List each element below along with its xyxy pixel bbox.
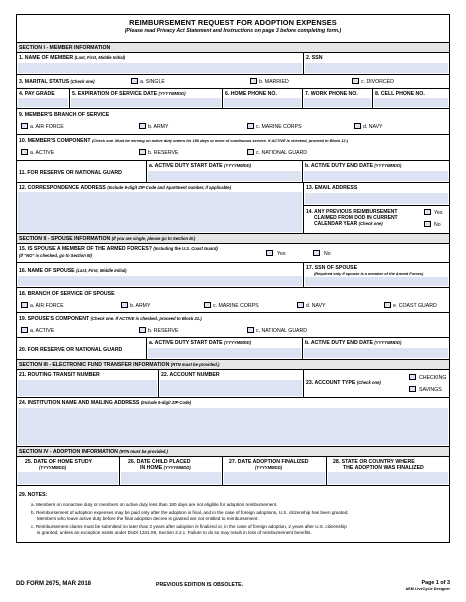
row-member-duty-dates — [17, 161, 449, 183]
spouse-ssn-label: 17. SSN OF SPOUSE — [306, 265, 358, 271]
section-3-header — [17, 360, 449, 370]
row-notes — [17, 486, 449, 543]
adoption-state-label-2: THE ADOPTION WAS FINALIZED — [343, 465, 424, 471]
member-start-date-cell — [147, 161, 303, 182]
spouse-reserve-label: b. RESERVE — [148, 328, 179, 334]
address-field[interactable] — [18, 192, 302, 232]
pay-grade-cell — [17, 89, 70, 108]
single-option-label: a. SINGLE — [140, 79, 165, 85]
member-branch-label: 9. MEMBER'S BRANCH OF SERVICE — [19, 112, 110, 118]
member-marine-corps-checkbox[interactable] — [247, 123, 254, 129]
section-2-hint: (If you are single, please go to Section III.) — [111, 236, 196, 241]
member-end-date-cell — [303, 161, 449, 182]
note-a: a. Members on nonactive duty or members on active duty less than 180 days are not eligible for adoption reimbursement. — [31, 502, 278, 507]
work-phone-cell — [303, 89, 373, 108]
member-reserve-label: b. RESERVE — [148, 150, 179, 156]
spouse-end-date-hint: (YYYYMMDD) — [374, 340, 402, 345]
spouse-ssn-field[interactable] — [305, 277, 448, 286]
member-navy-label: d. NAVY — [363, 124, 383, 130]
child-placed-label-2: IN HOME — [140, 465, 163, 471]
home-phone-field[interactable] — [224, 98, 301, 107]
member-national-guard-checkbox[interactable] — [247, 149, 254, 155]
footer-previous-edition: PREVIOUS EDITION IS OBSOLETE. — [156, 582, 244, 588]
row-spouse-duty-dates — [17, 338, 449, 360]
member-reserve-guard-cell — [17, 161, 147, 182]
row-member-branch — [17, 109, 449, 135]
adoption-finalized-field[interactable] — [224, 472, 325, 484]
spouse-air-force-checkbox[interactable] — [21, 302, 28, 308]
note-b-cont: Members who leave active duty before the final adoption decree is granted are not entitled to reimbursement. — [37, 516, 259, 521]
email-prev-cell — [304, 183, 449, 233]
notes-label: 29. NOTES: — [19, 492, 48, 498]
routing-number-cell — [17, 370, 159, 397]
home-study-cell — [17, 457, 120, 485]
spouse-member-label: 15. IS SPOUSE A MEMBER OF THE ARMED FORCES? — [19, 246, 152, 252]
row-member-component — [17, 135, 449, 161]
savings-checkbox[interactable] — [409, 386, 416, 392]
member-name-hint: (Last, First, Middle Initial) — [74, 55, 126, 60]
spouse-end-date-field[interactable] — [304, 348, 448, 358]
email-field[interactable] — [305, 193, 448, 204]
spouse-member-hint: (Including the U.S. Coast Guard) — [153, 246, 218, 251]
address-label: 12. CORRESPONDENCE ADDRESS — [19, 185, 106, 191]
child-placed-field[interactable] — [121, 472, 221, 484]
prev-no-label: No — [434, 222, 441, 228]
row-spouse-name-ssn — [17, 263, 449, 288]
spouse-yes-label: Yes — [277, 251, 286, 257]
prev-yes-label: Yes — [434, 210, 443, 216]
row-spouse-component — [17, 313, 449, 338]
section-4-header — [17, 447, 449, 457]
expiration-date-cell — [70, 89, 223, 108]
row-spouse-member — [17, 244, 449, 263]
checking-label: CHECKING — [419, 375, 447, 381]
address-hint: (Include 9-digit ZIP Code and Apartment number, if applicable) — [107, 185, 232, 190]
divorced-option-label: c. DIVORCED — [361, 79, 394, 85]
spouse-start-date-field[interactable] — [148, 348, 301, 358]
married-option-label: b. MARRIED — [259, 79, 289, 85]
spouse-active-label: a. ACTIVE — [30, 328, 55, 334]
routing-number-field[interactable] — [18, 380, 157, 396]
spouse-coast-guard-checkbox[interactable] — [384, 302, 391, 308]
footer-form-number: DD FORM 2675, MAR 2018 — [16, 581, 92, 587]
spouse-reserve-guard-cell — [17, 338, 147, 359]
spouse-name-hint: (Last, First, Middle Initial) — [76, 268, 127, 273]
ssn-field[interactable] — [305, 63, 448, 73]
prev-reimbursement-hint: (Check one) — [358, 221, 383, 226]
marital-status-label: 3. MARITAL STATUS — [19, 79, 70, 85]
address-cell — [17, 183, 304, 233]
spouse-marine-corps-checkbox[interactable] — [204, 302, 211, 308]
adoption-finalized-label: 27. DATE ADOPTION FINALIZED — [229, 459, 309, 465]
spouse-name-label: 16. NAME OF SPOUSE — [19, 268, 75, 274]
member-start-date-hint: (YYYYMMDD) — [224, 163, 252, 168]
member-end-date-hint: (YYYYMMDD) — [374, 163, 402, 168]
spouse-start-date-label: a. ACTIVE DUTY START DATE — [149, 340, 223, 346]
adoption-state-label: 28. STATE OR COUNTRY WHERE — [333, 459, 415, 465]
row-adoption-dates — [17, 457, 449, 486]
member-army-checkbox[interactable] — [139, 123, 146, 129]
checking-checkbox[interactable] — [409, 374, 416, 380]
form-subtitle: (Please read Privacy Act Statement and Instructions on page 3 before completing form.) — [124, 28, 342, 34]
section-2-title: SECTION II - SPOUSE INFORMATION — [19, 236, 111, 242]
spouse-component-label: 19. SPOUSE'S COMPONENT — [19, 316, 90, 322]
spouse-name-cell — [17, 263, 304, 287]
cell-phone-cell — [373, 89, 449, 108]
row-institution — [17, 398, 449, 447]
spouse-start-date-cell — [147, 338, 303, 359]
account-type-label: 23. ACCOUNT TYPE — [306, 380, 356, 386]
routing-number-label: 21. ROUTING TRANSIT NUMBER — [19, 372, 100, 378]
prev-reimbursement-label: 14. ANY PREVIOUS REIMBURSEMENT — [306, 209, 398, 215]
expiration-date-hint: (YYYYMMDD) — [158, 91, 186, 96]
adoption-finalized-cell — [223, 457, 327, 485]
spouse-reserve-guard-label: 20. FOR RESERVE OR NATIONAL GUARD — [19, 347, 123, 353]
spouse-end-date-label: b. ACTIVE DUTY END DATE — [305, 340, 373, 346]
spouse-no-checkbox[interactable] — [313, 250, 320, 256]
spouse-active-checkbox[interactable] — [21, 327, 28, 333]
single-checkbox[interactable] — [131, 78, 138, 84]
member-name-label: 1. NAME OF MEMBER — [19, 55, 74, 61]
row-bank-account — [17, 370, 449, 398]
child-placed-label: 26. DATE CHILD PLACED — [128, 459, 191, 465]
section-3-title: SECTION III - ELECTRONIC FUND TRANSFER INFORMATION — [19, 362, 170, 368]
form-header — [16, 14, 450, 43]
spouse-name-field[interactable] — [18, 276, 302, 286]
spouse-air-force-label: a. AIR FORCE — [30, 303, 64, 309]
spouse-coast-guard-label: e. COAST GUARD — [393, 303, 437, 309]
expiration-date-label: 5. EXPIRATION OF SERVICE DATE — [72, 91, 158, 97]
footer-designer: AEM LiveCycle Designer — [405, 587, 450, 591]
home-study-field[interactable] — [18, 472, 118, 484]
note-b: b. Reimbursement of adoption expenses may be paid only after the adoption is final, and in the case of foreign adoptions, U.S. citizenship has been granted. — [31, 510, 349, 515]
child-placed-cell — [120, 457, 223, 485]
spouse-member-hint-2: (If "NO" is checked, go to Section III) — [19, 253, 92, 258]
member-start-date-field[interactable] — [148, 171, 301, 181]
spouse-start-date-hint: (YYYYMMDD) — [224, 340, 252, 345]
institution-label: 24. INSTITUTION NAME AND MAILING ADDRESS — [19, 400, 140, 406]
note-c-cont: is granted, unless an exception exists under DoDI 1341.09, Section 3.2.c. Failure to do so may result in loss of reimbursement benefits. — [37, 530, 312, 535]
institution-field[interactable] — [18, 408, 448, 445]
home-phone-cell — [223, 89, 303, 108]
spouse-ssn-cell — [304, 263, 449, 287]
work-phone-label: 7. WORK PHONE NO. — [305, 91, 358, 97]
member-active-label: a. ACTIVE — [30, 150, 55, 156]
marital-status-hint: (Check one) — [70, 79, 95, 84]
adoption-state-field[interactable] — [328, 472, 448, 484]
footer-page-number: Page 1 of 3 — [421, 580, 450, 586]
spouse-ssn-hint: (Required only if spouse is a member of the Armed Forces) — [314, 271, 424, 276]
adoption-finalized-hint: (YYYYMMDD) — [255, 465, 282, 470]
form-title: REIMBURSEMENT REQUEST FOR ADOPTION EXPENSES — [129, 18, 337, 27]
section-1-title: SECTION I - MEMBER INFORMATION — [19, 45, 111, 51]
row-pay-contact — [17, 89, 449, 109]
email-cell — [304, 183, 449, 206]
section-2-header — [17, 234, 449, 244]
prev-yes-checkbox[interactable] — [424, 209, 431, 215]
member-air-force-label: a. AIR FORCE — [30, 124, 64, 130]
divorced-checkbox[interactable] — [352, 78, 359, 84]
member-reserve-checkbox[interactable] — [139, 149, 146, 155]
account-type-cell — [304, 370, 449, 397]
home-study-hint: (YYYYMMDD) — [39, 465, 66, 470]
member-start-date-label: a. ACTIVE DUTY START DATE — [149, 163, 223, 169]
spouse-marine-corps-label: c. MARINE CORPS — [213, 303, 259, 309]
spouse-yes-checkbox[interactable] — [266, 250, 273, 256]
ssn-label: 2. SSN — [306, 55, 323, 61]
spouse-navy-label: d. NAVY — [306, 303, 326, 309]
spouse-component-hint: (Check one. If ACTIVE is checked, proceed to Block 21.) — [90, 316, 202, 321]
member-reserve-guard-label: 11. FOR RESERVE OR NATIONAL GUARD — [19, 170, 122, 176]
member-national-guard-label: c. NATIONAL GUARD — [256, 150, 308, 156]
row-spouse-branch — [17, 288, 449, 313]
child-placed-hint: (YYYYMMDD) — [163, 465, 191, 470]
pay-grade-field[interactable] — [18, 98, 68, 107]
account-number-cell — [159, 370, 304, 397]
cell-phone-field[interactable] — [374, 98, 448, 107]
spouse-army-checkbox[interactable] — [121, 302, 128, 308]
spouse-reserve-checkbox[interactable] — [139, 327, 146, 333]
account-number-field[interactable] — [160, 380, 302, 396]
member-end-date-field[interactable] — [304, 171, 448, 181]
home-phone-label: 6. HOME PHONE NO. — [225, 91, 277, 97]
row-name-ssn — [17, 53, 449, 75]
prev-reimbursement-label-2: CLAIMED FROM DOD IN CURRENT — [314, 215, 398, 221]
member-air-force-checkbox[interactable] — [21, 123, 28, 129]
spouse-national-guard-checkbox[interactable] — [247, 327, 254, 333]
spouse-army-label: b. ARMY — [130, 303, 151, 309]
member-end-date-label: b. ACTIVE DUTY END DATE — [305, 163, 373, 169]
spouse-branch-label: 18. BRANCH OF SERVICE OF SPOUSE — [19, 291, 115, 297]
form-grid — [16, 43, 450, 543]
member-name-cell — [17, 53, 304, 74]
row-address-email — [17, 183, 449, 234]
note-c: c. Reimbursement claims must be submitted no later than 2 years after adoption is finalized or, in the case of foreign adoption, 2 years after U.S. citizenship — [31, 524, 347, 529]
work-phone-field[interactable] — [304, 98, 371, 107]
married-checkbox[interactable] — [250, 78, 257, 84]
prev-no-checkbox[interactable] — [424, 221, 431, 227]
section-1-header — [17, 43, 449, 53]
institution-hint: (Include 9-digit ZIP Code) — [140, 400, 192, 405]
cell-phone-label: 8. CELL PHONE NO. — [375, 91, 425, 97]
row-marital-status — [17, 75, 449, 89]
member-navy-checkbox[interactable] — [354, 123, 361, 129]
ssn-cell — [304, 53, 449, 74]
member-component-hint: (Check one. Must be serving on active duty orders for 180 days or more of continuous service. If ACTIVE is checked, proceed to Block 12.) — [92, 138, 349, 143]
account-type-hint: (Check one) — [356, 380, 381, 385]
member-name-field[interactable] — [18, 63, 302, 73]
member-active-checkbox[interactable] — [21, 149, 28, 155]
form-footer — [16, 580, 450, 592]
home-study-label: 25. DATE OF HOME STUDY — [25, 459, 93, 465]
adoption-state-cell — [327, 457, 449, 485]
form-page — [16, 14, 450, 592]
prev-reimbursement-label-3: CALENDAR YEAR — [314, 221, 358, 227]
member-marine-corps-label: c. MARINE CORPS — [256, 124, 302, 130]
section-4-title: SECTION IV - ADOPTION INFORMATION — [19, 449, 118, 455]
expiration-date-field[interactable] — [71, 98, 221, 107]
email-label: 13. EMAIL ADDRESS — [306, 185, 358, 191]
section-3-hint: (RTN must be provided.) — [170, 362, 220, 367]
member-army-label: b. ARMY — [148, 124, 169, 130]
spouse-no-label: No — [324, 251, 331, 257]
spouse-national-guard-label: c. NATIONAL GUARD — [256, 328, 308, 334]
spouse-navy-checkbox[interactable] — [297, 302, 304, 308]
pay-grade-label: 4. PAY GRADE — [19, 91, 55, 97]
account-number-label: 22. ACCOUNT NUMBER — [161, 372, 220, 378]
savings-label: SAVINGS — [419, 387, 442, 393]
member-component-label: 10. MEMBER'S COMPONENT — [19, 138, 91, 144]
spouse-end-date-cell — [303, 338, 449, 359]
section-4-hint: (RTN must be provided.) — [119, 449, 168, 454]
